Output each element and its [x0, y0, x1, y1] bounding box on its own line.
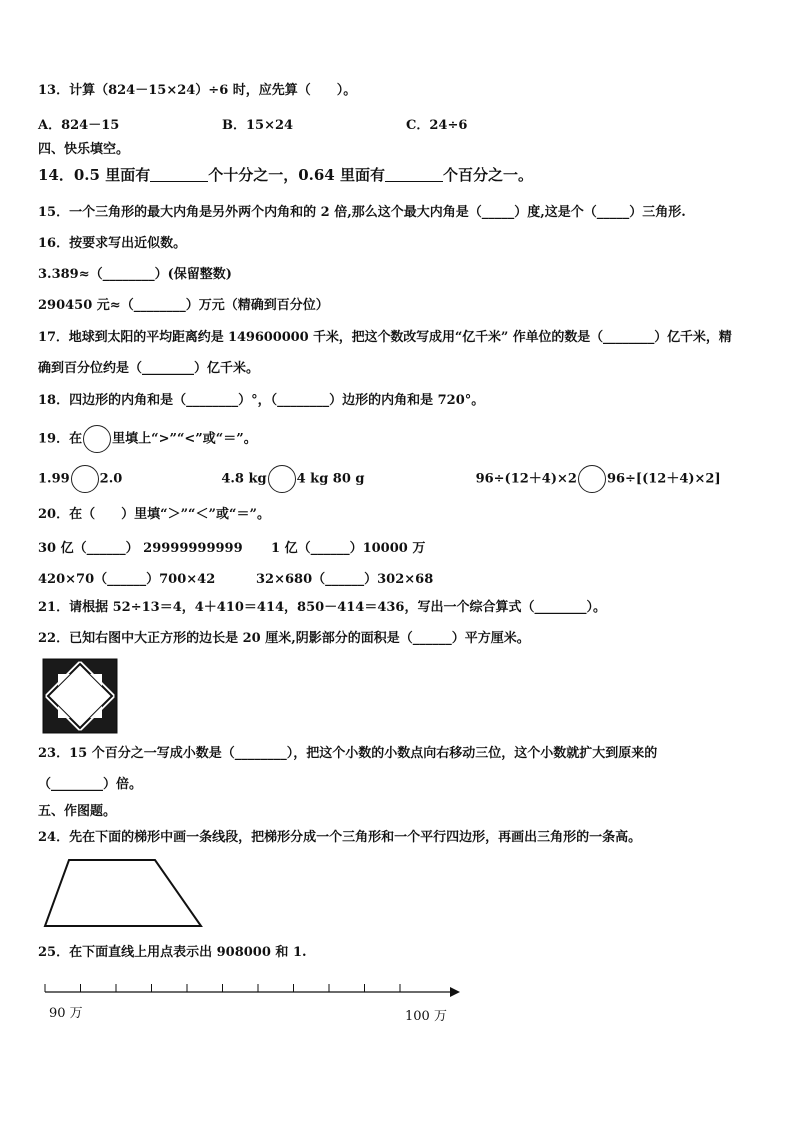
question-24: 24．先在下面的梯形中画一条线段，把梯形分成一个三角形和一个平行四边形，再画出三角形的一条高。: [38, 830, 642, 845]
question-18: 18．四边形的内角和是（________）°，（________）边形的内角和是 720°。: [38, 393, 485, 408]
question-19: [38, 425, 257, 453]
q19-stem-b: 里填上“>”“<”或“＝”。: [112, 431, 257, 447]
question-16: 16．按要求写出近似数。: [38, 236, 187, 251]
q14-blank-1[interactable]: [150, 167, 208, 182]
q14-blank-2[interactable]: [385, 167, 443, 182]
q19-compare-circle-3[interactable]: [578, 465, 606, 493]
q14-part2: 个十分之一，0.64 里面有: [208, 166, 385, 184]
q19-compare-circle-1[interactable]: [71, 465, 99, 493]
square-diagram: [42, 658, 118, 734]
q20-item-4: 32×680（______）302×68: [256, 572, 434, 587]
q19-item-1-right: 2.0: [99, 471, 123, 487]
number-line-label-right: 100 万: [405, 1009, 447, 1024]
question-22: 22．已知右图中大正方形的边长是 20 厘米,阴影部分的面积是（______）平方厘米。: [38, 631, 530, 646]
q19-compare-circle-2[interactable]: [268, 465, 296, 493]
trapezoid: [45, 860, 201, 926]
q13-option-b: B．15×24: [222, 118, 294, 133]
question-14: [38, 166, 533, 184]
q19-stem-a: 19．在: [38, 431, 83, 447]
q16-line-1: 3.389≈（________）(保留整数): [38, 267, 232, 282]
number-line: [40, 980, 464, 1000]
q13-option-c: C．24÷6: [406, 118, 468, 133]
q19-items: [38, 465, 721, 493]
q20-item-1: 30 亿（______） 29999999999: [38, 541, 243, 556]
question-23-line-1: 23．15 个百分之一写成小数是（________），把这个小数的小数点向右移动三位，这个小数就扩大到原来的: [38, 746, 658, 761]
question-23-line-2: （________）倍。: [38, 777, 143, 792]
question-17-line-2: 确到百分位约是（________）亿千米。: [38, 361, 260, 376]
q19-item-3-right: 96÷[(12＋4)×2]: [606, 471, 721, 487]
q14-part3: 个百分之一。: [442, 166, 533, 184]
q14-part1: 14．0.5 里面有: [38, 166, 151, 184]
trapezoid-figure: [40, 856, 208, 930]
question-21: 21．请根据 52÷13＝4，4＋410＝414，850－414＝436，写出一个综合算式（________）。: [38, 600, 606, 615]
section-heading-4: 四、快乐填空。: [38, 142, 130, 157]
question-15: 15．一个三角形的最大内角是另外两个内角和的 2 倍,那么这个最大内角是（_____）度,这是个（_____）三角形.: [38, 205, 686, 220]
arrow-right-icon: [450, 987, 460, 997]
q20-item-2: 1 亿（______）10000 万: [271, 541, 426, 556]
q20-item-3: 420×70（______）700×42: [38, 572, 216, 587]
q16-line-2: 290450 元≈（________）万元（精确到百分位）: [38, 298, 329, 313]
question-25: 25．在下面直线上用点表示出 908000 和 1.: [38, 945, 307, 960]
circle-icon: [83, 425, 111, 453]
question-17-line-1: 17．地球到太阳的平均距离约是 149600000 千米，把这个数改写成用“亿千米” 作单位的数是（________）亿千米，精: [38, 330, 732, 345]
q19-item-1-left: 1.99: [38, 471, 70, 487]
q19-item-3-left: 96÷(12＋4)×2: [475, 471, 577, 487]
number-line-label-left: 90 万: [49, 1006, 83, 1021]
q19-item-2-left: 4.8 kg: [221, 471, 267, 487]
section-heading-5: 五、作图题。: [38, 804, 117, 819]
question-20: 20．在（ ）里填“＞”“＜”或“＝”。: [38, 507, 270, 522]
q13-option-a: A．824－15: [38, 118, 120, 133]
q19-item-2-right: 4 kg 80 g: [296, 471, 365, 487]
question-13: 13．计算（824－15×24）÷6 时，应先算（ ）。: [38, 83, 357, 98]
